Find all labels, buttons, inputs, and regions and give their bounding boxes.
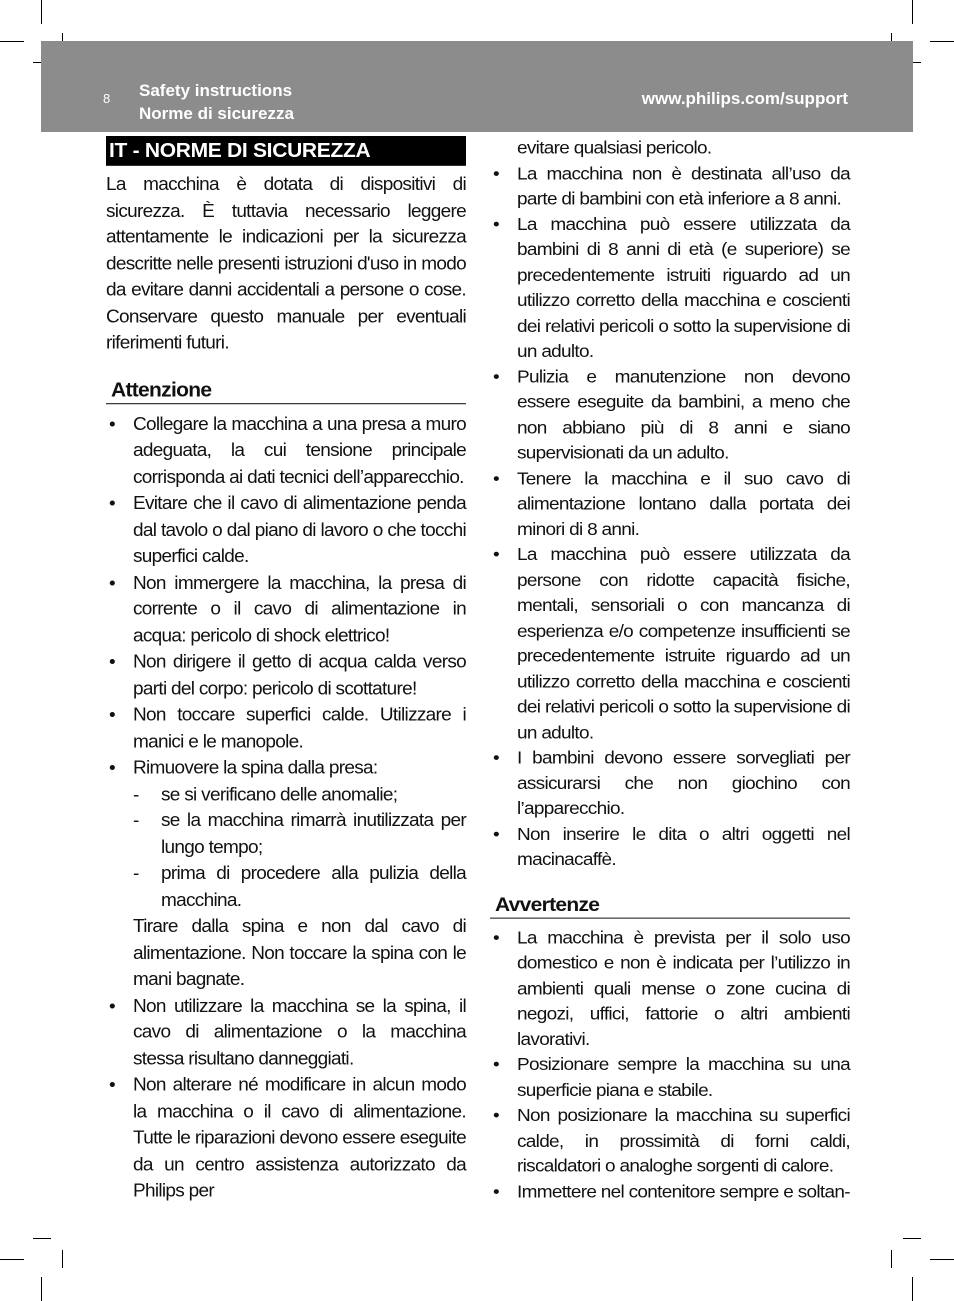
section-title: IT - NORME DI SICUREZZA xyxy=(106,136,466,166)
heading-avvertenze: Avvertenze xyxy=(490,892,850,918)
crop-mark xyxy=(0,41,24,42)
list-item: • La macchina è prevista per il solo uso domestico e non è indicata per l’utilizzo in ambienti quali mense o zone cucina di negozi, uffici, fattorie o altri ambienti lavorativi. xyxy=(490,926,850,1053)
sub-list xyxy=(133,782,466,914)
list-item: • Non toccare superfici calde. Utilizzare i manici e le manopole. xyxy=(106,702,466,755)
sub-list-item: - se si verificano delle anomalie; xyxy=(133,782,466,808)
right-column xyxy=(490,136,850,1205)
list-item: • Non inserire le dita o altri oggetti nel macinacaffè. xyxy=(490,822,850,873)
page-number: 8 xyxy=(103,91,111,106)
list-item: • Non posizionare la macchina su superfici calde, in prossimità di forni caldi, riscaldatori o analoghe sorgenti di calore. xyxy=(490,1103,850,1179)
attenzione-list xyxy=(106,411,466,1204)
crop-mark xyxy=(930,1259,954,1260)
crop-mark xyxy=(33,1238,51,1239)
list-item: • Posizionare sempre la macchina su una superficie piana e stabile. xyxy=(490,1053,850,1104)
list-item: • Non utilizzare la macchina se la spina, il cavo di alimentazione o la macchina stessa risultano danneggiati. xyxy=(106,993,466,1072)
list-item: • Pulizia e manutenzione non devono essere eseguite da bambini, a meno che non abbiano più di 8 anni e siano supervisionati da un adulto. xyxy=(490,365,850,467)
crop-mark xyxy=(41,0,42,24)
list-item: • La macchina può essere utilizzata da bambini di 8 anni di età (e superiore) se precedentemente istruiti riguardo ad un utilizzo corretto della macchina e coscienti dei relativi pericoli o sotto la supervisione di un adulto. xyxy=(490,212,850,364)
list-item: • La macchina può essere utilizzata da persone con ridotte capacità fisiche, mentali, sensoriali o con mancanza di esperienza e/o competenze insufficienti se precedentemente istruite riguardo ad un utilizzo corretto della macchina e coscienti dei relativi pericoli o sotto la supervisione di un adulto. xyxy=(490,543,850,746)
avvertenze-list xyxy=(490,926,850,1205)
list-item: • Evitare che il cavo di alimentazione penda dal tavolo o dal piano di lavoro o che tocchi superfici calde. xyxy=(106,491,466,570)
list-item: • Non alterare né modificare in alcun modo la macchina o il cavo di alimentazione. Tutte le riparazioni devono essere eseguite da un centro assistenza autorizzato da Philips per xyxy=(106,1072,466,1204)
list-item-text: • Rimuovere la spina dalla presa: xyxy=(133,757,378,779)
crop-mark xyxy=(912,1277,913,1301)
header-title-it: Norme di sicurezza xyxy=(139,104,294,123)
crop-mark xyxy=(912,0,913,24)
continuation-text: evitare qualsiasi pericolo. xyxy=(517,138,712,159)
children-list xyxy=(490,161,850,872)
crop-mark xyxy=(62,1250,63,1268)
support-url[interactable]: www.philips.com/support xyxy=(641,89,848,108)
crop-mark xyxy=(891,1250,892,1268)
heading-attenzione: Attenzione xyxy=(106,377,466,404)
list-item: • Immettere nel contenitore sempre e soltan- xyxy=(490,1180,850,1205)
sub-list-item: - se la macchina rimarrà inutilizzata per lungo tempo; xyxy=(133,808,466,861)
list-item: • Non dirigere il getto di acqua calda verso parti del corpo: pericolo di scottature! xyxy=(106,649,466,702)
crop-mark xyxy=(903,1238,921,1239)
plug-note: Tirare dalla spina e non dal cavo di alimentazione. Non toccare la spina con le mani bagnate. xyxy=(133,916,466,990)
list-item: • Tenere la macchina e il suo cavo di alimentazione lontano dalla portata dei minori di 8 anni. xyxy=(490,466,850,542)
list-item: • Non immergere la macchina, la presa di corrente o il cavo di alimentazione in acqua: pericolo di shock elettrico! xyxy=(106,570,466,649)
crop-mark xyxy=(930,41,954,42)
list-item: • La macchina non è destinata all’uso da parte di bambini con età inferiore a 8 anni. xyxy=(490,161,850,212)
crop-mark xyxy=(0,1259,24,1260)
list-item: • Collegare la macchina a una presa a muro adeguata, la cui tensione principale corrisponda ai dati tecnici dell’apparecchio. xyxy=(106,411,466,490)
crop-mark xyxy=(41,1277,42,1301)
left-column xyxy=(106,136,466,1205)
intro-paragraph: La macchina è dotata di dispositivi di sicurezza. È tuttavia necessario leggere attentamente le indicazioni per la sicurezza descritte nelle presenti istruzioni d'uso in modo da evitare danni accidentali a persone o cose. Conservare questo manuale per eventuali riferimenti futuri. xyxy=(106,174,466,354)
list-item xyxy=(106,755,466,993)
header-title-en: Safety instructions xyxy=(139,81,293,100)
list-item: • I bambini devono essere sorvegliati per assicurarsi che non giochino con l’apparecchio. xyxy=(490,746,850,822)
header-title xyxy=(139,79,294,125)
sub-list-item: - prima di procedere alla pulizia della macchina. xyxy=(133,861,466,914)
